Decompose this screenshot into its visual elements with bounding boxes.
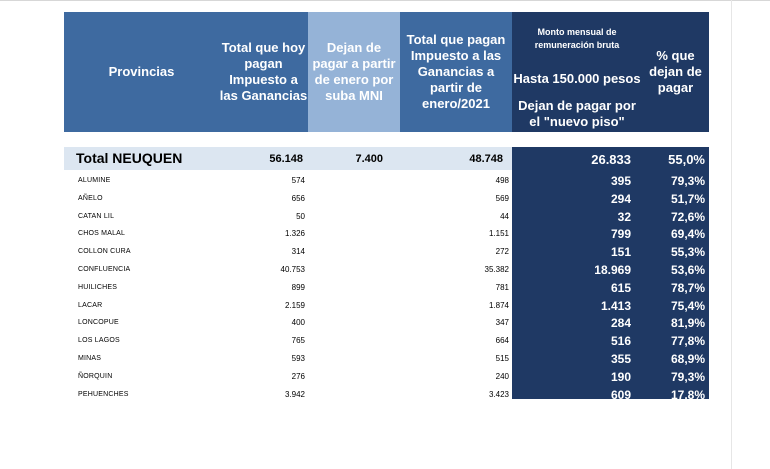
row-nuevo-piso: 284 [610,316,631,331]
row-pct: 72,6% [670,209,705,224]
row-nuevo-piso: 395 [610,174,631,188]
row-total-enero: 664 [495,336,509,346]
row-total-hoy: 1.326 [284,229,305,239]
row-total-enero: 240 [495,371,509,381]
row-name: CATAN LIL [78,212,115,220]
row-total-hoy: 50 [296,211,305,221]
row-total-hoy: 899 [291,282,305,292]
row-total-enero: 35.382 [484,264,509,274]
row-name: CONFLUENCIA [78,265,131,273]
header-nuevo-piso-label: Dejan de pagar por el "nuevo piso" [518,98,636,129]
row-total-hoy: 40.753 [280,264,305,274]
row-pct: 81,9% [670,316,705,331]
row-total-enero: 272 [495,247,509,257]
row-total-enero: 347 [495,318,509,328]
table-row [0,244,770,262]
row-pct: 17,8% [670,387,705,402]
row-total-hoy: 3.942 [284,389,305,399]
row-nuevo-piso: 799 [610,227,631,242]
row-total-hoy: 656 [291,193,305,203]
row-total-enero: 3.423 [488,389,509,399]
table-row [0,191,770,209]
row-name: ALUMINE [78,177,111,184]
row-total-hoy: 314 [291,247,305,257]
table-row [0,387,770,405]
row-pct: 69,4% [670,227,705,242]
row-pct: 79,3% [670,369,705,384]
row-pct: 51,7% [670,191,705,206]
header-total-hoy [219,12,308,132]
row-name: COLLON CURA [78,248,131,256]
row-nuevo-piso: 190 [610,369,631,384]
header-total-enero [400,12,512,132]
total-row-pct: 55,0% [668,152,705,167]
table-row [0,173,770,191]
header-monto [512,12,642,132]
header-provincias [64,12,219,132]
row-nuevo-piso: 32 [617,209,631,224]
header-monto-caption: Monto mensual de remuneración bruta [534,27,620,50]
header-total-enero-label: Total que pagan Impuesto a las Ganancias a partir de enero/2021 [406,32,506,111]
page-top-border [0,0,770,5]
row-total-hoy: 2.159 [284,300,305,310]
row-nuevo-piso: 294 [610,191,631,206]
row-total-hoy: 400 [291,318,305,328]
total-row-nuevo-piso: 26.833 [591,152,631,167]
row-total-enero: 1.874 [488,300,509,310]
row-pct: 53,6% [670,262,705,277]
row-total-hoy: 574 [291,176,305,185]
row-total-enero: 515 [495,353,509,363]
row-nuevo-piso: 609 [610,387,631,402]
row-nuevo-piso: 355 [610,351,631,366]
row-name: HUILICHES [78,283,118,291]
row-name: LACAR [78,301,103,309]
row-nuevo-piso: 151 [610,245,631,260]
department-rows [0,173,770,404]
table-row [0,351,770,369]
row-name: LONCOPUE [78,319,119,327]
row-name: PEHUENCHES [78,390,129,398]
table-row [0,333,770,351]
row-total-enero: 1.151 [488,229,509,239]
header-dejan-label: Dejan de pagar a partir de enero por suba MNI [312,40,396,103]
row-total-enero: 44 [500,211,509,221]
row-pct: 55,3% [670,245,705,260]
row-name: CHOS MALAL [78,230,126,238]
row-nuevo-piso: 18.969 [594,262,631,277]
row-name: ÑORQUIN [78,372,113,380]
total-row-dejan: 7.400 [355,153,383,165]
row-total-enero: 781 [495,282,509,292]
row-total-hoy: 276 [291,371,305,381]
row-pct: 79,3% [670,174,705,188]
header-total-hoy-label: Total que hoy pagan Impuesto a las Ganancias [219,40,308,103]
row-pct: 77,8% [670,334,705,349]
row-total-hoy: 765 [291,336,305,346]
table-row [0,369,770,387]
row-name: MINAS [78,354,102,362]
total-row-label: Total NEUQUEN [76,150,183,166]
row-pct: 68,9% [670,351,705,366]
total-row-total-enero: 48.748 [469,153,503,165]
row-pct: 75,4% [670,298,705,313]
header-pct-label: % que dejan de pagar [649,48,702,95]
row-nuevo-piso: 615 [610,280,631,295]
header-pct [642,12,709,132]
table-row [0,226,770,244]
header-hasta-label: Hasta 150.000 pesos [513,71,641,86]
row-total-enero: 498 [495,176,509,185]
table-row [0,315,770,333]
table-row [0,209,770,227]
row-name: LOS LAGOS [78,337,120,345]
row-nuevo-piso: 516 [610,334,631,349]
header-dejan [308,12,400,132]
row-nuevo-piso: 1.413 [600,298,631,313]
row-name: AÑELO [78,194,103,202]
table-row [0,298,770,316]
header-provincias-label: Provincias [108,64,175,79]
row-total-enero: 569 [495,193,509,203]
table-row [0,280,770,298]
row-pct: 78,7% [670,280,705,295]
total-row-total-hoy: 56.148 [269,153,303,165]
table-row [0,262,770,280]
row-total-hoy: 593 [291,353,305,363]
